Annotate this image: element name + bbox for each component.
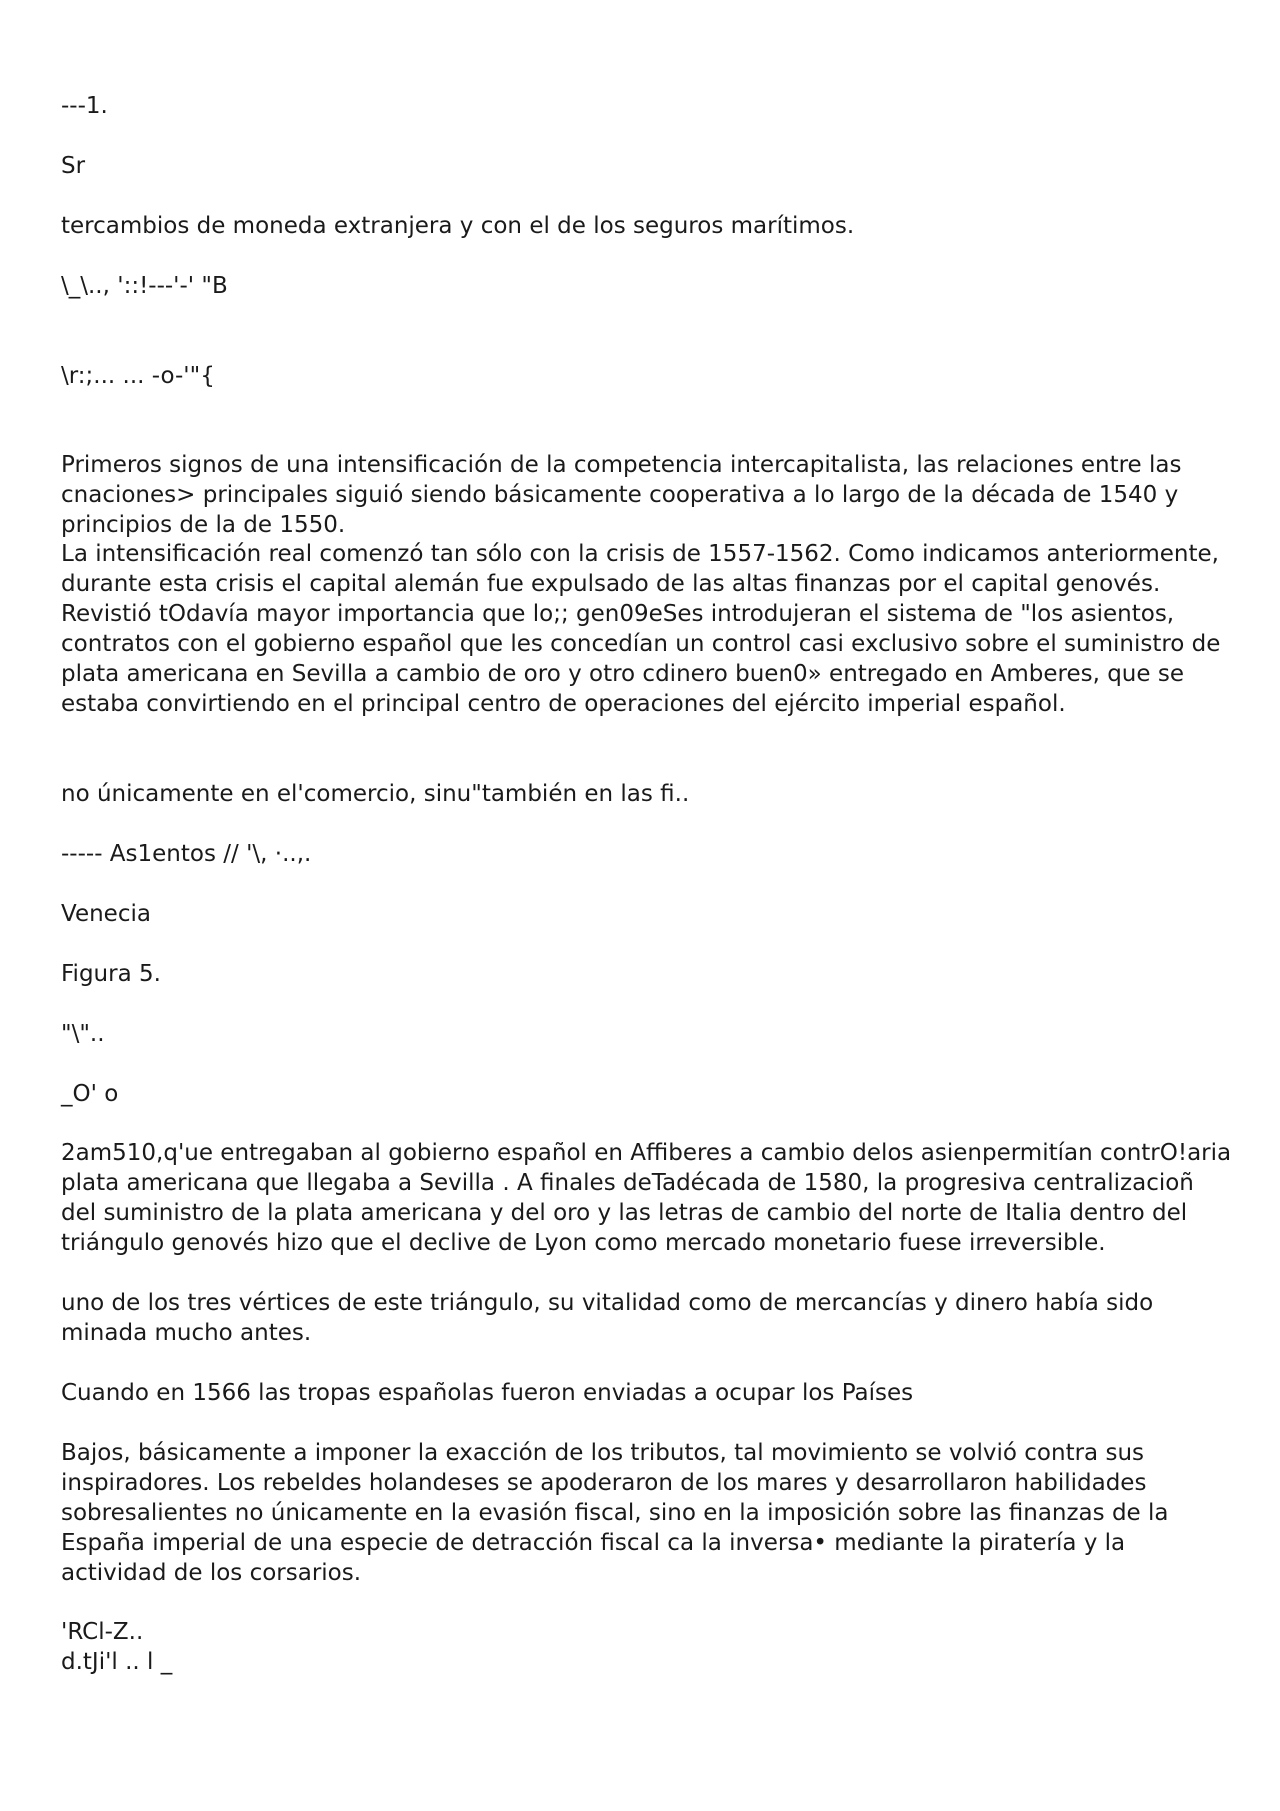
fragment-line: no únicamente en el'comercio, sinu"también en las fi.. xyxy=(61,781,690,807)
page-marker: ---1. xyxy=(61,93,108,119)
paragraph: Bajos, básicamente a imponer la exacción de los tributos, tal movimiento se volvió contra sus inspiradores. Los rebeldes holandeses se apoderaron de los mares y desarrollaron habilidades sobresalientes no únicamente en la evasión fiscal, sino en la imposición sobre las finanzas de la España imperial de una especie de detracción fiscal ca la inversa• mediante la piratería y la actividad de los corsarios. xyxy=(61,1440,1169,1586)
paragraph: La intensificación real comenzó tan sólo con la crisis de 1557-1562. Como indicamos anteriormente, durante esta crisis el capital alemán fue expulsado de las altas finanzas por el capital genovés. Revistió tOdavía mayor importancia que lo;; gen09eSes introdujeran el sistema de "los asientos, contratos con el gobierno español que les concedían un control casi exclusivo sobre el suministro de plata americana en Sevilla a cambio de oro y otro cdinero buen0» entregado en Amberes, que se estaba convirtiendo en el principal centro de operaciones del ejército imperial español. xyxy=(61,541,1221,717)
ocr-noise-line: \r:;... ... -o-'"{ xyxy=(61,363,215,389)
paragraph: Cuando en 1566 las tropas españolas fueron enviadas a ocupar los Países xyxy=(61,1380,914,1406)
paragraph: uno de los tres vértices de este triángulo, su vitalidad como de mercancías y dinero había sido minada mucho antes. xyxy=(61,1290,1154,1346)
paragraph: Primeros signos de una intensificación de la competencia intercapitalista, las relaciones entre las cnaciones> principales siguió siendo básicamente cooperativa a lo largo de la década de 1540 y principios de la de 1550. xyxy=(61,452,1182,538)
figure-label-venecia: Venecia xyxy=(61,901,151,927)
figure-label-asientos: ----- As1entos // '\, ·..,. xyxy=(61,841,312,867)
ocr-noise-line: 'RCl-Z.. xyxy=(61,1619,144,1645)
figure-caption: Figura 5. xyxy=(61,961,161,987)
ocr-noise-line: "\".. xyxy=(61,1021,105,1047)
paragraph: 2am510,q'ue entregaban al gobierno español en Affiberes a cambio delos asienpermitían contrO!aria plata americana que llegaba a Sevilla . A finales deTadécada de 1580, la progresiva centralizacioñ del suministro de la plata americana y del oro y las letras de cambio del norte de Italia dentro del triángulo genovés hizo que el declive de Lyon como mercado monetario fuese irreversible. xyxy=(61,1140,1232,1256)
opening-line: tercambios de moneda extranjera y con el de los seguros marítimos. xyxy=(61,213,855,239)
fragment-sr: Sr xyxy=(61,153,86,179)
ocr-noise-line: d.tJi'l .. l _ xyxy=(61,1649,173,1675)
ocr-noise-line: \_\.., '::!---'-' "B xyxy=(61,273,228,299)
ocr-noise-line: _O' o xyxy=(61,1081,119,1107)
